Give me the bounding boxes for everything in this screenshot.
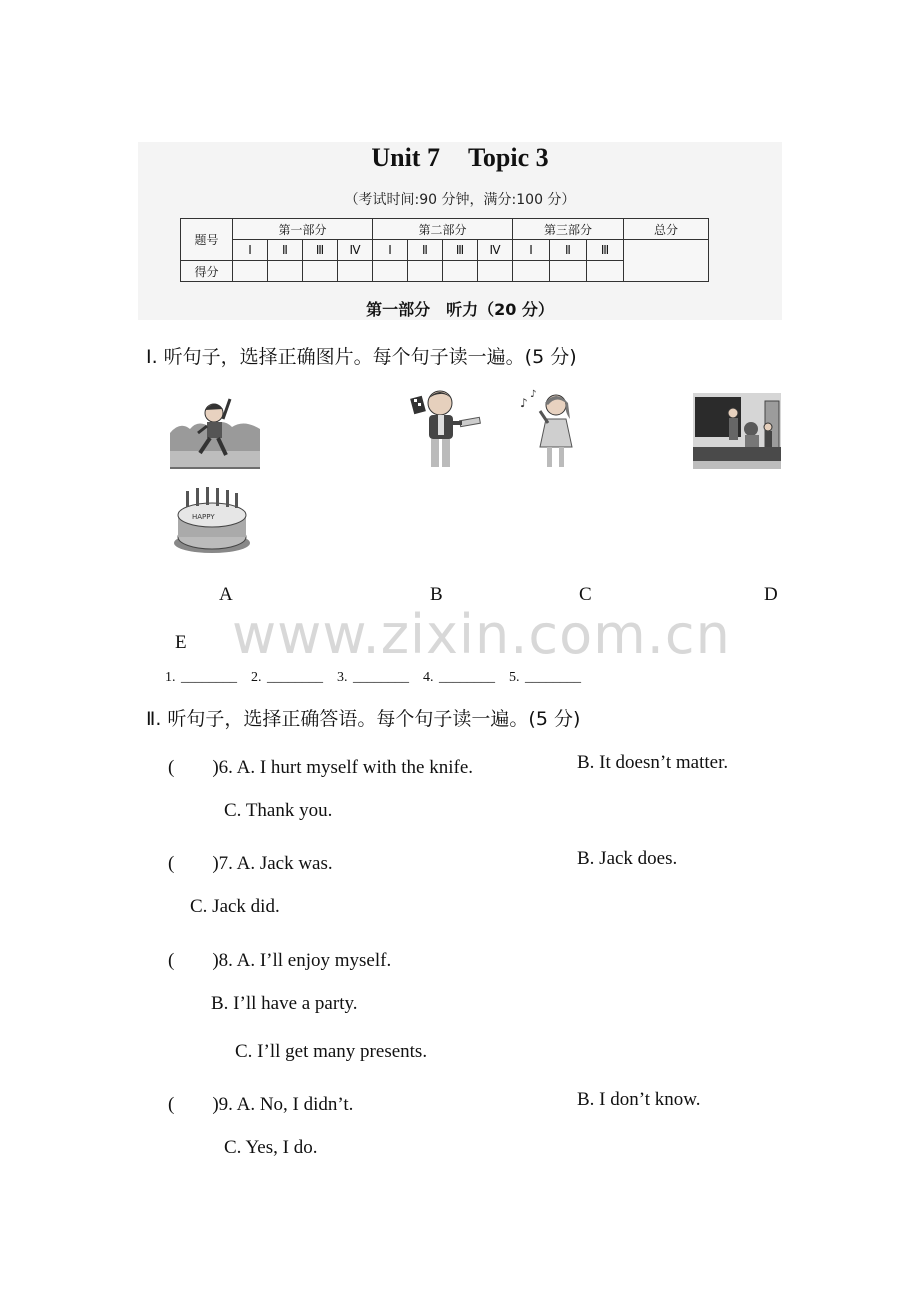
sub-col: Ⅲ	[443, 240, 478, 261]
option-letter-c: C	[579, 584, 592, 605]
option-letter-d: D	[764, 584, 778, 605]
answer-blank-3[interactable]: 3. ________	[337, 670, 409, 685]
svg-text:♪: ♪	[530, 389, 537, 400]
score-cell[interactable]	[268, 261, 303, 282]
answer-blank-4[interactable]: 4. ________	[423, 670, 495, 685]
score-cell[interactable]	[303, 261, 338, 282]
q6-option-b: B. It doesn’t matter.	[577, 752, 729, 773]
answer-blank-5[interactable]: 5. ________	[509, 670, 581, 685]
q8-option-c: C. I’ll get many presents.	[235, 1041, 428, 1062]
row-label-number: 题号	[181, 219, 233, 261]
part-title: 第一部分 听力（20 分）	[366, 300, 554, 319]
sub-col: Ⅱ	[408, 240, 443, 261]
q7-option-a: 7. A. Jack was.	[218, 853, 333, 874]
question-7	[168, 848, 333, 875]
sub-col: Ⅰ	[233, 240, 268, 261]
sub-col: Ⅲ	[587, 240, 624, 261]
question-9	[168, 1089, 353, 1116]
page-title	[138, 143, 782, 173]
score-cell[interactable]	[478, 261, 513, 282]
exam-info: （考试时间:90 分钟，满分:100 分）	[344, 192, 576, 208]
answer-paren[interactable]: ( )	[168, 1094, 219, 1115]
q6-option-a: 6. A. I hurt myself with the knife.	[218, 757, 474, 778]
q8-option-b: B. I’ll have a party.	[211, 993, 358, 1014]
score-cell[interactable]	[550, 261, 587, 282]
col-part-3: 第三部分	[513, 219, 624, 240]
score-cell[interactable]	[587, 261, 624, 282]
sub-col: Ⅳ	[338, 240, 373, 261]
picture-b-boy-with-cards	[410, 385, 482, 470]
answer-paren[interactable]: ( )	[168, 853, 219, 874]
col-part-2: 第二部分	[373, 219, 513, 240]
title-topic: Topic 3	[467, 143, 549, 172]
score-cell[interactable]	[443, 261, 478, 282]
q7-option-b: B. Jack does.	[577, 848, 678, 869]
option-letter-b: B	[430, 584, 443, 605]
q9-option-b: B. I don’t know.	[577, 1089, 701, 1110]
q7-option-c: C. Jack did.	[190, 896, 280, 917]
answer-paren[interactable]: ( )	[168, 950, 219, 971]
row-label-score: 得分	[181, 261, 233, 282]
answer-blank-1[interactable]: 1. ________	[165, 670, 237, 685]
section-1-title: Ⅰ. 听句子，选择正确图片。每个句子读一遍。(5 分)	[146, 346, 577, 368]
svg-text:♪: ♪	[520, 396, 528, 410]
sub-col: Ⅱ	[268, 240, 303, 261]
score-cell[interactable]	[408, 261, 443, 282]
sub-col: Ⅰ	[373, 240, 408, 261]
sub-col: Ⅲ	[303, 240, 338, 261]
sub-col: Ⅳ	[478, 240, 513, 261]
q9-option-a: 9. A. No, I didn’t.	[218, 1094, 354, 1115]
total-score-cell[interactable]	[624, 240, 709, 282]
score-cell[interactable]	[338, 261, 373, 282]
question-6	[168, 752, 473, 779]
score-cell[interactable]	[373, 261, 408, 282]
cake-text: HAPPY	[192, 513, 215, 521]
option-letter-a: A	[219, 584, 233, 605]
section-2-title: Ⅱ. 听句子，选择正确答语。每个句子读一遍。(5 分)	[146, 708, 581, 730]
score-cell[interactable]	[233, 261, 268, 282]
option-letter-e: E	[175, 632, 187, 653]
q6-option-c: C. Thank you.	[224, 800, 333, 821]
question-8	[168, 945, 391, 972]
picture-c-girl-singing	[518, 385, 580, 470]
answer-blanks	[165, 670, 595, 686]
answer-blank-2[interactable]: 2. ________	[251, 670, 323, 685]
answer-paren[interactable]: ( )	[168, 757, 219, 778]
col-total: 总分	[624, 219, 709, 240]
sub-col: Ⅰ	[513, 240, 550, 261]
score-cell[interactable]	[513, 261, 550, 282]
picture-a-boy-running	[170, 393, 260, 469]
picture-d-classroom	[693, 393, 781, 469]
q9-option-c: C. Yes, I do.	[224, 1137, 318, 1158]
score-table	[180, 218, 709, 282]
watermark: www.zixin.com.cn	[232, 603, 731, 666]
sub-col: Ⅱ	[550, 240, 587, 261]
title-unit: Unit 7	[371, 143, 440, 172]
picture-e-birthday-cake	[172, 485, 252, 555]
col-part-1: 第一部分	[233, 219, 373, 240]
q8-option-a: 8. A. I’ll enjoy myself.	[218, 950, 392, 971]
